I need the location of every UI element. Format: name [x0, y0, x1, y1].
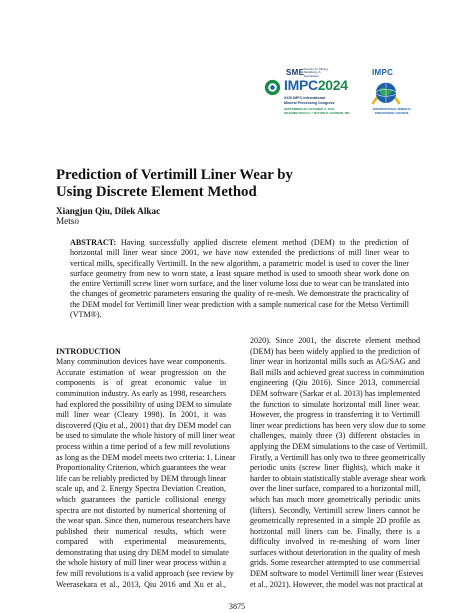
- abstract-text: Having successfully applied discrete element method (DEM) to the prediction of horizontal mill liner wear since 2001, we have now extended the predictions of mill liner wear to vertical mills, specifically Vertimill. In the new algorithm, a parametric model is used to cover the liner surface geometry from new to worn state, a least square method is used to smooth shear work done on the entire Vertimill screw liner worn surface, and the liner volume loss due to wear can be translated into the changes of geometric parameters ensuring the quality of re-mesh. We demonstrate the practicality of the DEM model for Vertimill liner wear prediction with a sample numerical case for the Metso Vertimill (VTM®).: [70, 238, 410, 320]
- text-line: which guarantees the particle collisional energy: [56, 494, 226, 504]
- title-line-2: Using Discrete Element Method: [56, 184, 257, 200]
- text-line: difficulty involved in re-meshing of worn liner: [250, 537, 420, 547]
- title-line-1: Prediction of Vertimill Liner Wear by: [56, 167, 293, 183]
- abstract: [70, 238, 409, 320]
- text-line: engineering (Qiu 2016). Since 2013, commercial: [250, 378, 420, 388]
- text-line: Firstly, a Vertimill has only two to three geometrically: [250, 452, 426, 462]
- text-line: liner wear predictions has been very slow due to some: [250, 420, 426, 430]
- text-line: (DEM) has been widely applied to the prediction of: [250, 346, 420, 356]
- text-line: which has much more geometrically periodic units: [250, 494, 420, 504]
- text-line: the whole history of mill liner wear process within a: [56, 558, 226, 568]
- text-line: periodic units (screw liner flights), which make it: [250, 463, 420, 473]
- congress-line2: Mineral Processing Congress: [284, 101, 335, 105]
- text-line: Weerasekara et al., 2013, Qiu 2016 and Xu et al.,: [56, 579, 226, 589]
- text-line: few mill revolutions is a valid approach (see review by: [56, 569, 234, 579]
- congress-emblem-icon: [264, 79, 281, 96]
- text-line: horizontal mill liners can be. Finally, there is a: [250, 526, 420, 536]
- text-line: the wear span. Since then, numerous researchers have: [56, 516, 231, 526]
- impc-caption-line2: PROCESSING COUNCIL: [374, 111, 410, 115]
- text-line: Proportionality Criterion, which guarantees the wear: [56, 463, 227, 473]
- impc-caption-line1: INTERNATIONAL MINERAL: [372, 107, 412, 111]
- text-line: harder to obtain statistically stable average shear work: [250, 473, 426, 483]
- text-line: process within a time period of a few mill revolutions: [56, 441, 230, 451]
- text-line: geometrically represented in a simple 2D profile as: [250, 516, 420, 526]
- text-line: published their numerical results, which were: [56, 526, 226, 536]
- text-line: However, the progress in transferring it to Vertimill: [250, 410, 420, 420]
- congress-year: 2024: [317, 77, 348, 93]
- text-line: Ball mills and achieved great success in comminution: [250, 367, 425, 377]
- text-line: surfaces without deterioration in the quality of mesh: [250, 547, 420, 557]
- text-line: discovered (Qiu et al., 2001) that dry DEM model can: [56, 420, 232, 430]
- impc-council-logo: [366, 68, 418, 120]
- text-line: demonstrating that using dry DEM model to simulate: [56, 547, 229, 557]
- text-line: DEM software (Sarkar et al. 2013) has implemented: [250, 388, 420, 398]
- text-line: over the liner surface, compared to a horizontal mill,: [250, 484, 421, 494]
- impc-wordmark: IMPC: [372, 68, 394, 77]
- author-list: Xiangjun Qiu, Dilek Alkac: [56, 206, 161, 216]
- text-line: Many comminution devices have wear components.: [56, 357, 226, 367]
- text-line: compared with experimental measurements,: [56, 537, 226, 547]
- text-line: applying the DEM simulations to the case of Vertimill.: [250, 441, 428, 451]
- sme-wordmark: SME: [286, 68, 305, 77]
- page-number: 3875: [228, 602, 246, 611]
- abstract-label: ABSTRACT:: [70, 238, 117, 247]
- text-line: as long as the DEM model meets two criteria: 1. Linear: [56, 452, 236, 462]
- text-line: scale up, and 2. Energy Spectra Deviation Creation,: [56, 484, 226, 494]
- right-column-body: [250, 336, 428, 590]
- text-line: components is of great economic value in: [56, 378, 226, 388]
- text-line: challenges, mainly three (3) different obstacles in: [250, 431, 420, 441]
- text-line: liner wear in horizontal mills such as AG/SAG and: [250, 357, 420, 367]
- congress-dates: SEPTEMBER 29–OCTOBER 3, 2024: [284, 107, 335, 111]
- text-line: be used to simulate the whole history of mill liner wear: [56, 431, 235, 441]
- left-column: [56, 336, 236, 590]
- text-line: DEM software to model Vertimill liner wear (Esteves: [250, 569, 424, 579]
- text-line: spectra are not distorted by numerical shortening of: [56, 505, 226, 515]
- section-heading-introduction: INTRODUCTION: [56, 346, 121, 356]
- globe-icon: [369, 78, 403, 106]
- right-column: [250, 336, 428, 590]
- text-line: had explored the possibility of using DEM to simulate: [56, 399, 232, 409]
- sme-subtitle: Society for Mining, Metallurgy & Exploration: [304, 67, 329, 78]
- paper-title: [56, 167, 356, 201]
- text-line: comminution industry. As early as 1998, researchers: [56, 388, 226, 398]
- left-column-body: [56, 357, 236, 590]
- congress-title: [284, 77, 348, 93]
- text-line: the function to simulate horizontal mill liner wear.: [250, 399, 420, 409]
- congress-prefix: IMPC: [284, 77, 318, 93]
- text-line: grids. Some researcher attempted to use commercial: [250, 558, 420, 568]
- sme-impc2024-logo: [262, 66, 360, 122]
- text-line: mill liner wear (Cleary 1998). In 2001, it was: [56, 410, 226, 420]
- text-line: 2020). Since 2001, the discrete element method: [250, 336, 420, 345]
- affiliation: Metso: [56, 216, 79, 226]
- congress-line1: XXXI IMPC-International: [284, 96, 325, 100]
- congress-venue: WASHINGTON D.C. / NATIONAL HARBOR, MD: [284, 111, 350, 115]
- text-line: et al., 2021). However, the model was not practical at: [250, 579, 423, 589]
- text-line: (lifters). Secondly, Vertimill screw liners cannot be: [250, 505, 420, 515]
- text-line: life can be reliably predicted by DEM through linear: [56, 473, 227, 483]
- text-line: Accurate estimation of wear progression on the: [56, 367, 226, 377]
